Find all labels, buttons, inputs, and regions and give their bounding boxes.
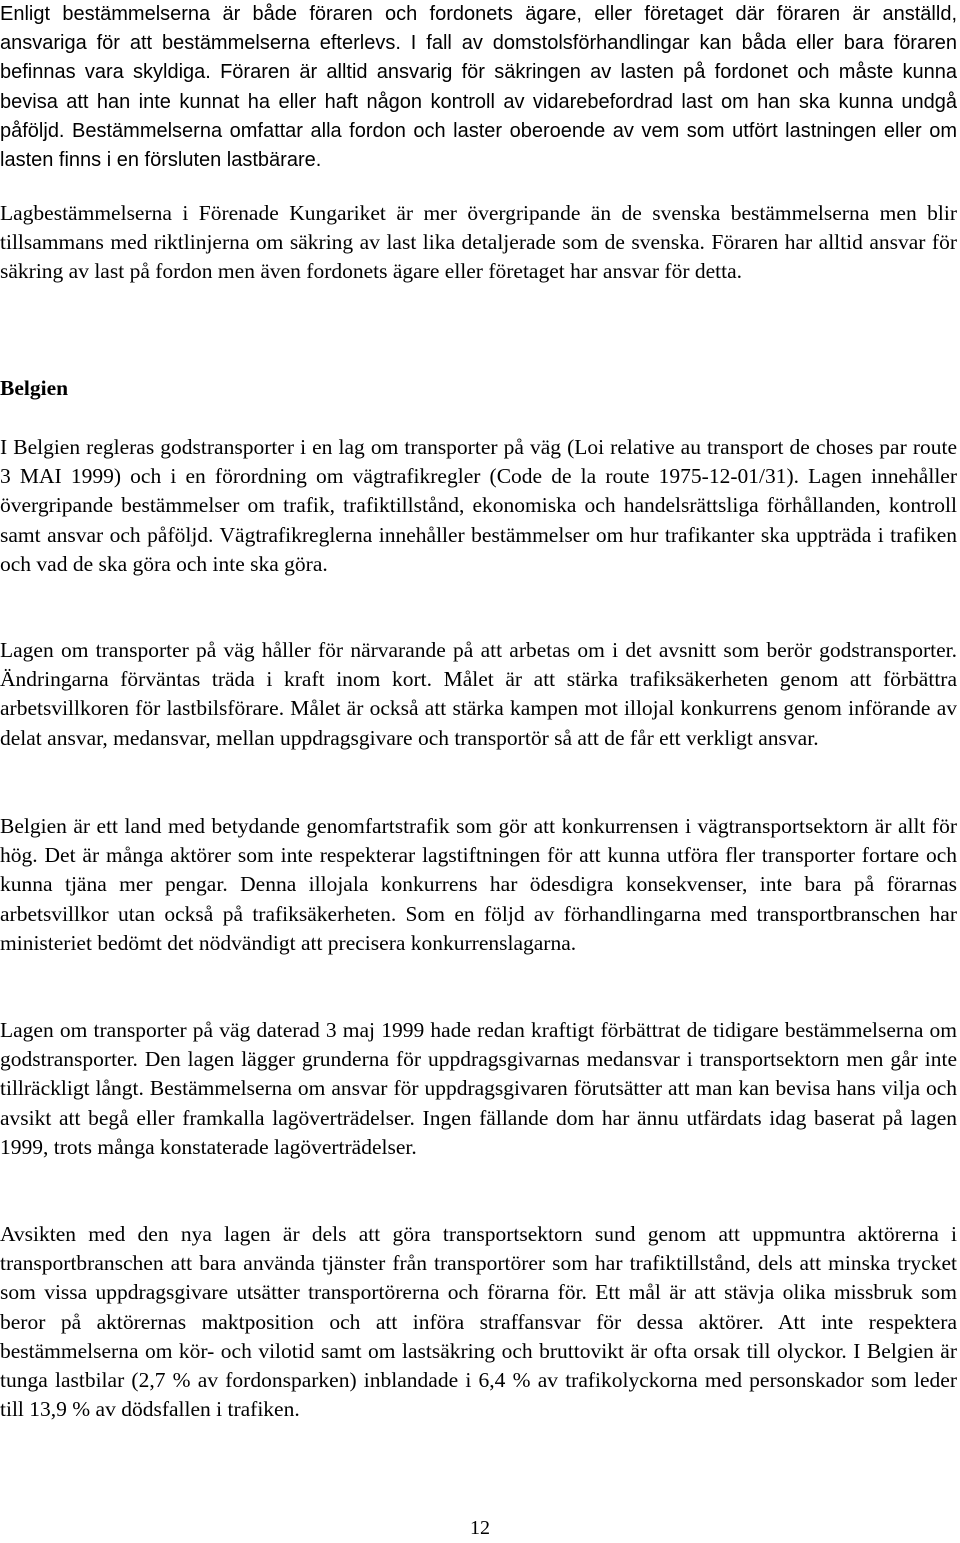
paragraph-belgium-new-law: Avsikten med den nya lagen är dels att göra transportsektorn sund genom att uppmuntra aktörerna i transportbranschen att bara använda tjänster från transportörer som har trafiktillstånd, dels att minska trycket som vissa uppdragsgivare utsätter transportörerna och förarna för. Ett mål är att stävja olika missbruk som beror på aktörernas maktposition och att införa straffansvar för dessa aktörer. Att inte respektera bestämmelserna om kör- och vilotid samt om lastsäkring och bruttovikt är ofta orsak till olyckor. I Belgien är tunga lastbilar (2,7 % av fordonsparken) inblandade i 6,4 % av trafikolyckorna med personskador som leder till 13,9 % av dödsfallen i trafiken. — [0, 1222, 957, 1422]
paragraph-belgium-regulation: I Belgien regleras godstransporter i en lag om transporter på väg (Loi relative au transport de choses par route 3 MAI 1999) och i en förordning om vägtrafikregler (Code de la route 1975-12-01/31). Lagen innehåller övergripande bestämmelser om trafik, trafiktillstånd, ekonomiska och handelsrättsliga förhållanden, kontroll samt ansvar och påföljd. Vägtrafikreglerna innehåller bestämmelser om hur trafikanter ska uppträda i trafiken och vad de ska göra och inte ska göra. — [0, 435, 957, 576]
paragraph-liability: Enligt bestämmelserna är både föraren och fordonets ägare, eller företaget där föraren är anställd, ansvariga för att bestämmelserna efterlevs. I fall av domstolsförhandlingar kan båda eller bara föraren befinnas vara skyldiga. Föraren är alltid ansvarig för säkringen av lasten på fordonet och måste kunna bevisa att han inte kunnat ha eller haft någon kontroll av vidarebefordrad last om han ska kunna undgå påföljd. Bestämmelserna omfattar alla fordon och laster oberoende av vem som utfört lastningen eller om lasten finns i en försluten lastbärare. — [0, 3, 957, 172]
paragraph-belgium-law-1999: Lagen om transporter på väg daterad 3 maj 1999 hade redan kraftigt förbättrat de tidigare bestämmelserna om godstransporter. Den lagen lägger grunderna för uppdragsgivarnas medansvar i transportsektorn men går inte tillräckligt långt. Bestämmelserna om ansvar för uppdragsgivaren förutsätter att man kan bevisa hans vilja och avsikt att begå eller framkalla lagöverträdelser. Ingen fällande dom har ännu utfärdats idag baserat på lagen 1999, trots många konstaterade lagöverträdelser. — [0, 1018, 957, 1159]
paragraph-united-kingdom: Lagbestämmelserna i Förenade Kungariket är mer övergripande än de svenska bestämmelserna men blir tillsammans med riktlinjerna om säkring av last lika detaljerade som de svenska. Föraren har alltid ansvar för säkring av last på fordon men även fordonets ägare eller företaget har ansvar för detta. — [0, 201, 957, 284]
page-number: 12 — [470, 1517, 490, 1539]
paragraph-belgium-reform: Lagen om transporter på väg håller för närvarande på att arbetas om i det avsnitt som berör godstransporter. Ändringarna förväntas träda i kraft inom kort. Målet är att stärka trafiksäkerheten genom att förbättra arbetsvillkoren för lastbilsförare. Målet är också att stärka kampen mot illojal konkurrens genom införande av delat ansvar, medansvar, mellan uppdragsgivare och transportör så att de får ett verkligt ansvar. — [0, 638, 957, 750]
paragraph-belgium-competition: Belgien är ett land med betydande genomfartstrafik som gör att konkurrensen i vägtransportsektorn är allt för hög. Det är många aktörer som inte respekterar lagstiftningen för att kunna utföra fler transporter fortare och kunna tjäna mer pengar. Denna illojala konkurrens har ödesdigra konsekvenser, inte bara på förarnas arbetsvillkor utan också på trafiksäkerheten. Som en följd av förhandlingarna med transportbranschen har ministeriet bedömt det nödvändigt att precisera konkurrenslagarna. — [0, 814, 957, 955]
section-heading-belgien: Belgien — [0, 376, 69, 400]
